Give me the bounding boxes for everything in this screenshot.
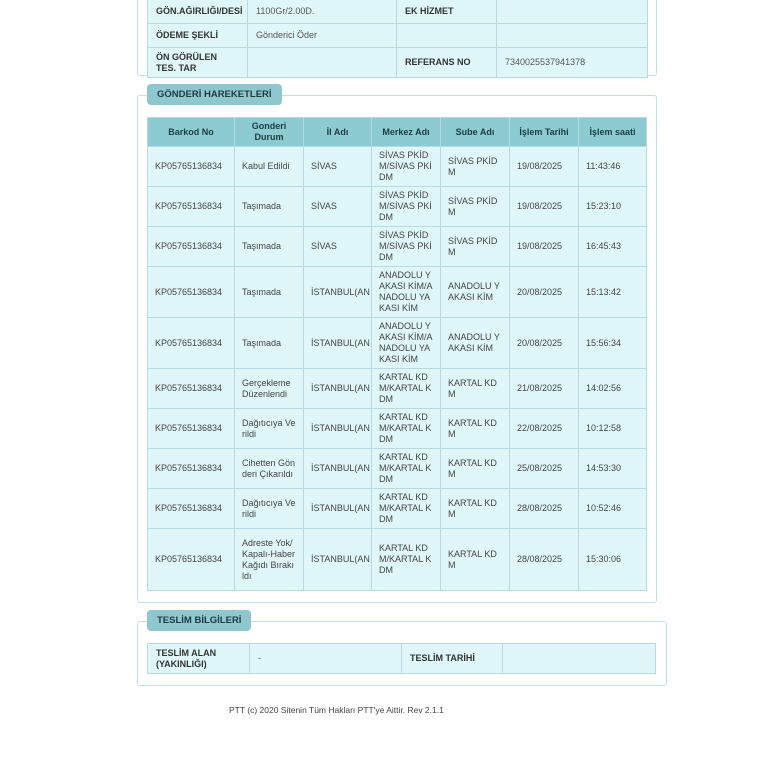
delivery-table — [147, 643, 656, 674]
date-cell: 20/08/2025 — [510, 267, 579, 318]
estimated-delivery-label: ÖN GÖRÜLEN TES. TAR — [148, 48, 248, 78]
delivery-date-label: TESLİM TARİHİ — [402, 644, 503, 674]
col-time[interactable]: İşlem saati — [579, 118, 647, 147]
delivery-section-title: TESLİM BİLGİLERİ — [147, 610, 251, 631]
receiver-label: TESLİM ALAN (YAKINLIĞI) — [148, 644, 250, 674]
barcode-cell: KP05765136834 — [148, 409, 235, 449]
footer-copyright: PTT (c) 2020 Sitenin Tüm Hakları PTT'ye Aittir. Rev 2.1.1 — [229, 705, 444, 715]
estimated-delivery-value — [248, 48, 397, 78]
delivery-row — [148, 644, 656, 674]
branch-cell: KARTAL KDM — [441, 489, 510, 529]
branch-cell: ANADOLU YAKASI KİM — [441, 267, 510, 318]
time-cell: 15:30:06 — [579, 529, 647, 591]
date-cell: 22/08/2025 — [510, 409, 579, 449]
city-cell: SİVAS — [304, 187, 372, 227]
weight-label: GÖN.AĞIRLIĞI/DESİ — [148, 0, 248, 24]
center-cell: SİVAS PKİDM/SİVAS PKİDM — [372, 147, 441, 187]
payment-value: Gönderici Öder — [248, 24, 397, 48]
col-barcode[interactable]: Barkod No — [148, 118, 235, 147]
date-cell: 25/08/2025 — [510, 449, 579, 489]
table-row — [148, 318, 647, 369]
time-cell: 11:43:46 — [579, 147, 647, 187]
col-branch[interactable]: Sube Adı — [441, 118, 510, 147]
barcode-cell: KP05765136834 — [148, 489, 235, 529]
city-cell: SİVAS — [304, 147, 372, 187]
city-cell: İSTANBUL(AN — [304, 489, 372, 529]
center-cell: KARTAL KDM/KARTAL KDM — [372, 529, 441, 591]
city-cell: SİVAS — [304, 227, 372, 267]
table-row — [148, 409, 647, 449]
center-cell: KARTAL KDM/KARTAL KDM — [372, 369, 441, 409]
status-cell: Taşımada — [235, 267, 304, 318]
time-cell: 14:53:30 — [579, 449, 647, 489]
status-cell: Taşımada — [235, 187, 304, 227]
date-cell: 28/08/2025 — [510, 489, 579, 529]
movements-section-title: GÖNDERİ HAREKETLERİ — [147, 84, 282, 105]
table-row — [148, 369, 647, 409]
date-cell: 21/08/2025 — [510, 369, 579, 409]
branch-cell: SİVAS PKİDM — [441, 147, 510, 187]
city-cell: İSTANBUL(AN — [304, 267, 372, 318]
reference-label: REFERANS NO — [397, 48, 497, 78]
branch-cell: SİVAS PKİDM — [441, 227, 510, 267]
receiver-value: - — [250, 644, 402, 674]
col-center[interactable]: Merkez Adı — [372, 118, 441, 147]
status-cell: Taşımada — [235, 227, 304, 267]
date-cell: 20/08/2025 — [510, 318, 579, 369]
status-cell: Dağıtıcıya Verildi — [235, 489, 304, 529]
center-cell: KARTAL KDM/KARTAL KDM — [372, 449, 441, 489]
date-cell: 19/08/2025 — [510, 227, 579, 267]
center-cell: KARTAL KDM/KARTAL KDM — [372, 409, 441, 449]
time-cell: 14:02:56 — [579, 369, 647, 409]
table-row — [148, 529, 647, 591]
shipment-info-panel — [137, 0, 657, 76]
branch-cell: SİVAS PKİDM — [441, 187, 510, 227]
info-row-weight — [148, 0, 648, 24]
time-cell: 16:45:43 — [579, 227, 647, 267]
date-cell: 28/08/2025 — [510, 529, 579, 591]
table-row — [148, 187, 647, 227]
barcode-cell: KP05765136834 — [148, 187, 235, 227]
barcode-cell: KP05765136834 — [148, 529, 235, 591]
empty-label — [397, 24, 497, 48]
info-row-payment — [148, 24, 648, 48]
barcode-cell: KP05765136834 — [148, 267, 235, 318]
time-cell: 15:13:42 — [579, 267, 647, 318]
barcode-cell: KP05765136834 — [148, 147, 235, 187]
time-cell: 10:52:46 — [579, 489, 647, 529]
city-cell: İSTANBUL(AN — [304, 409, 372, 449]
table-row — [148, 489, 647, 529]
barcode-cell: KP05765136834 — [148, 369, 235, 409]
time-cell: 15:56:34 — [579, 318, 647, 369]
shipment-info-table — [147, 0, 648, 78]
branch-cell: KARTAL KDM — [441, 409, 510, 449]
center-cell: ANADOLU YAKASI KİM/ANADOLU YAKASI KİM — [372, 267, 441, 318]
branch-cell: ANADOLU YAKASI KİM — [441, 318, 510, 369]
table-row — [148, 267, 647, 318]
table-row — [148, 147, 647, 187]
weight-value: 1100Gr/2.00D. — [248, 0, 397, 24]
status-cell: Gerçekleme Düzenlendi — [235, 369, 304, 409]
col-city[interactable]: İl Adı — [304, 118, 372, 147]
delivery-date-value — [503, 644, 656, 674]
city-cell: İSTANBUL(AN — [304, 529, 372, 591]
status-cell: Cihetten Gönderi Çıkarıldı — [235, 449, 304, 489]
center-cell: SİVAS PKİDM/SİVAS PKİDM — [372, 187, 441, 227]
branch-cell: KARTAL KDM — [441, 529, 510, 591]
city-cell: İSTANBUL(AN — [304, 449, 372, 489]
date-cell: 19/08/2025 — [510, 147, 579, 187]
status-cell: Kabul Edildi — [235, 147, 304, 187]
center-cell: KARTAL KDM/KARTAL KDM — [372, 489, 441, 529]
reference-value: 7340025537941378 — [497, 48, 648, 78]
movements-table — [147, 117, 647, 591]
barcode-cell: KP05765136834 — [148, 318, 235, 369]
extra-service-label: EK HİZMET — [397, 0, 497, 24]
extra-service-value — [497, 0, 648, 24]
col-status[interactable]: Gonderi Durum — [235, 118, 304, 147]
payment-label: ÖDEME ŞEKLİ — [148, 24, 248, 48]
barcode-cell: KP05765136834 — [148, 449, 235, 489]
city-cell: İSTANBUL(AN — [304, 369, 372, 409]
status-cell: Taşımada — [235, 318, 304, 369]
branch-cell: KARTAL KDM — [441, 369, 510, 409]
barcode-cell: KP05765136834 — [148, 227, 235, 267]
date-cell: 19/08/2025 — [510, 187, 579, 227]
table-row — [148, 227, 647, 267]
branch-cell: KARTAL KDM — [441, 449, 510, 489]
time-cell: 15:23:10 — [579, 187, 647, 227]
movements-header-row — [148, 118, 647, 147]
table-row — [148, 449, 647, 489]
time-cell: 10:12:58 — [579, 409, 647, 449]
empty-value — [497, 24, 648, 48]
city-cell: İSTANBUL(AN — [304, 318, 372, 369]
info-row-estimate — [148, 48, 648, 78]
status-cell: Dağıtıcıya Verildi — [235, 409, 304, 449]
status-cell: Adreste Yok/Kapalı-Haber Kağıdı Bırakıldı — [235, 529, 304, 591]
col-date[interactable]: İşlem Tarihi — [510, 118, 579, 147]
center-cell: ANADOLU YAKASI KİM/ANADOLU YAKASI KİM — [372, 318, 441, 369]
center-cell: SİVAS PKİDM/SİVAS PKİDM — [372, 227, 441, 267]
